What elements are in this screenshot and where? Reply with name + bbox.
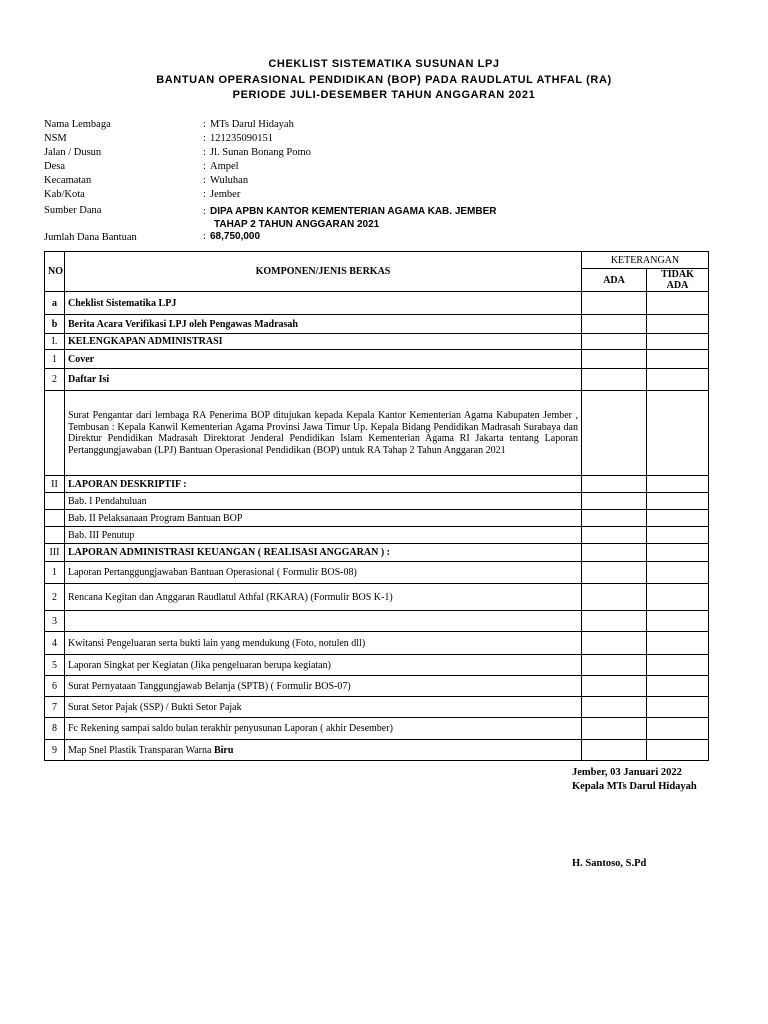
table-row	[45, 562, 709, 584]
info-value: MTs Darul Hidayah	[210, 119, 294, 130]
check-ada[interactable]	[581, 315, 646, 334]
row-number: 6	[45, 676, 65, 697]
header-komponen: KOMPONEN/JENIS BERKAS	[65, 252, 582, 292]
row-text: LAPORAN ADMINISTRASI KEUANGAN ( REALISASI ANGGARAN ) :	[65, 544, 582, 562]
info-label: Jalan / Dusun	[44, 147, 102, 158]
row-text: Daftar Isi	[65, 369, 582, 391]
row-text: Laporan Singkat per Kegiatan (Jika pengeluaran berupa kegiatan)	[65, 655, 582, 676]
table-row	[45, 740, 709, 761]
row-number: 2	[45, 369, 65, 391]
row-number: a	[45, 292, 65, 315]
row-text	[65, 611, 582, 632]
check-tidak-ada[interactable]	[646, 350, 708, 369]
check-tidak-ada[interactable]	[646, 632, 708, 655]
check-ada[interactable]	[581, 697, 646, 718]
row-number: 4	[45, 632, 65, 655]
row-text	[65, 740, 582, 761]
row-text: Surat Setor Pajak (SSP) / Bukti Setor Pajak	[65, 697, 582, 718]
check-tidak-ada[interactable]	[646, 740, 708, 761]
document-subtitle: BANTUAN OPERASIONAL PENDIDIKAN (BOP) PADA RAUDLATUL ATHFAL (RA)	[156, 74, 612, 86]
row-number: 3	[45, 611, 65, 632]
header-ada: ADA	[581, 269, 646, 292]
check-tidak-ada[interactable]	[646, 510, 708, 527]
check-tidak-ada[interactable]	[646, 676, 708, 697]
check-ada[interactable]	[581, 611, 646, 632]
info-value: DIPA APBN KANTOR KEMENTERIAN AGAMA KAB. JEMBER	[210, 206, 497, 217]
check-ada[interactable]	[581, 740, 646, 761]
info-colon: :	[203, 189, 206, 200]
check-tidak-ada[interactable]	[646, 562, 708, 584]
table-header-row	[45, 252, 709, 269]
row-number	[45, 527, 65, 544]
info-colon: :	[203, 206, 206, 217]
info-label: Kecamatan	[44, 175, 92, 186]
row-number	[45, 493, 65, 510]
info-colon: :	[203, 175, 206, 186]
check-tidak-ada[interactable]	[646, 292, 708, 315]
check-ada[interactable]	[581, 476, 646, 493]
row-text: Rencana Kegitan dan Anggaran Raudlatul Athfal (RKARA) (Formulir BOS K-1)	[65, 584, 582, 611]
info-value: Jl. Sunan Bonang Pomo	[210, 147, 311, 158]
row-number: II	[45, 476, 65, 493]
check-tidak-ada[interactable]	[646, 315, 708, 334]
info-value: Jember	[210, 189, 241, 200]
info-label: Nama Lembaga	[44, 119, 111, 130]
check-ada[interactable]	[581, 334, 646, 350]
check-tidak-ada[interactable]	[646, 391, 708, 476]
info-colon: :	[203, 231, 206, 242]
info-label: Desa	[44, 161, 65, 172]
row-number: 1	[45, 350, 65, 369]
info-colon: :	[203, 119, 206, 130]
row-number: b	[45, 315, 65, 334]
check-tidak-ada[interactable]	[646, 334, 708, 350]
checklist-table	[44, 251, 709, 761]
table-row	[45, 655, 709, 676]
signature-place-date: Jember, 03 Januari 2022	[572, 767, 682, 778]
check-ada[interactable]	[581, 544, 646, 562]
row-number	[45, 510, 65, 527]
row-number: 8	[45, 718, 65, 740]
row-text: Bab. I Pendahuluan	[65, 493, 582, 510]
info-label: Jumlah Dana Bantuan	[44, 232, 137, 243]
row-text-main: Map Snel Plastik Transparan Warna	[68, 744, 214, 756]
info-label: NSM	[44, 133, 67, 144]
row-number: 5	[45, 655, 65, 676]
signature-name: H. Santoso, S.Pd	[572, 858, 647, 869]
row-number	[45, 391, 65, 476]
row-number: 9	[45, 740, 65, 761]
table-row	[45, 632, 709, 655]
info-label: Kab/Kota	[44, 189, 85, 200]
table-row	[45, 315, 709, 334]
table-row	[45, 476, 709, 493]
check-ada[interactable]	[581, 527, 646, 544]
row-number: III	[45, 544, 65, 562]
info-value: 121235090151	[210, 133, 273, 144]
info-colon: :	[203, 133, 206, 144]
check-ada[interactable]	[581, 510, 646, 527]
signature-position: Kepala MTs Darul Hidayah	[572, 781, 697, 792]
table-row	[45, 350, 709, 369]
table-row	[45, 391, 709, 476]
check-ada[interactable]	[581, 350, 646, 369]
table-row	[45, 292, 709, 315]
check-tidak-ada[interactable]	[646, 544, 708, 562]
table-row	[45, 676, 709, 697]
check-ada[interactable]	[581, 676, 646, 697]
check-ada[interactable]	[581, 632, 646, 655]
check-tidak-ada[interactable]	[646, 584, 708, 611]
row-number: 2	[45, 584, 65, 611]
document-period: PERIODE JULI-DESEMBER TAHUN ANGGARAN 2021	[232, 89, 536, 101]
header-tidak-ada: TIDAK ADA	[646, 269, 708, 292]
check-ada[interactable]	[581, 718, 646, 740]
check-tidak-ada[interactable]	[646, 369, 708, 391]
row-text: LAPORAN DESKRIPTIF :	[65, 476, 582, 493]
row-number: 7	[45, 697, 65, 718]
info-value: Wuluhan	[210, 175, 249, 186]
check-ada[interactable]	[581, 369, 646, 391]
check-ada[interactable]	[581, 391, 646, 476]
row-text: Cheklist Sistematika LPJ	[65, 292, 582, 315]
header-no: NO	[45, 252, 65, 292]
row-text: Surat Pernyataan Tanggungjawab Belanja (SPTB) ( Formulir BOS-07)	[65, 676, 582, 697]
header-keterangan: KETERANGAN	[581, 252, 708, 269]
table-row	[45, 334, 709, 350]
row-text: KELENGKAPAN ADMINISTRASI	[65, 334, 582, 350]
document-title: CHEKLIST SISTEMATIKA SUSUNAN LPJ	[268, 58, 500, 70]
table-row	[45, 510, 709, 527]
info-label: Sumber Dana	[44, 205, 102, 216]
table-row	[45, 697, 709, 718]
row-text-bold: Biru	[213, 744, 234, 756]
row-text: Bab. II Pelaksanaan Program Bantuan BOP	[65, 510, 582, 527]
info-colon: :	[203, 161, 206, 172]
table-row	[45, 544, 709, 562]
row-text: Fc Rekening sampai saldo bulan terakhir penyusunan Laporan ( akhir Desember)	[65, 718, 582, 740]
row-text: Berita Acara Verifikasi LPJ oleh Pengawas Madrasah	[65, 315, 582, 334]
check-tidak-ada[interactable]	[646, 718, 708, 740]
check-tidak-ada[interactable]	[646, 476, 708, 493]
table-row	[45, 718, 709, 740]
row-number: I.	[45, 334, 65, 350]
table-row	[45, 527, 709, 544]
check-tidak-ada[interactable]	[646, 527, 708, 544]
check-ada[interactable]	[581, 655, 646, 676]
row-text: Laporan Pertanggungjawaban Bantuan Operasional ( Formulir BOS-08)	[65, 562, 582, 584]
check-ada[interactable]	[581, 493, 646, 510]
table-row	[45, 611, 709, 632]
info-colon: :	[203, 147, 206, 158]
check-tidak-ada[interactable]	[646, 697, 708, 718]
row-text: Kwitansi Pengeluaran serta bukti lain yang mendukung (Foto, notulen dll)	[65, 632, 582, 655]
row-number: 1	[45, 562, 65, 584]
table-row	[45, 369, 709, 391]
info-value: 68,750,000	[210, 231, 261, 242]
check-ada[interactable]	[581, 292, 646, 315]
table-row	[45, 493, 709, 510]
check-tidak-ada[interactable]	[646, 611, 708, 632]
check-ada[interactable]	[581, 562, 646, 584]
check-ada[interactable]	[581, 584, 646, 611]
info-value: Ampel	[210, 161, 239, 172]
check-tidak-ada[interactable]	[646, 655, 708, 676]
check-tidak-ada[interactable]	[646, 493, 708, 510]
info-value: TAHAP 2 TAHUN ANGGARAN 2021	[214, 219, 380, 230]
row-text: Bab. III Penutup	[65, 527, 582, 544]
row-text: Surat Pengantar dari lembaga RA Penerima BOP ditujukan kepada Kepala Kantor Kementerian Agama Kabupaten Jember , Tembusan : Kepala Kanwil Kementerian Agama Provinsi Jawa Timur Up. Kepala Bidang Pendidikan Madrasah Surabaya dan Direktur Pendidikan Madrasah Direktorat Jenderal Pendidikan Islam Kementerian Agama RI Jakarta tentang Laporan Pertanggungjawaban (LPJ) Bantuan Operasional Pendidikan (BOP) untuk RA Tahap 2 Tahun Anggaran 2021	[65, 391, 582, 476]
row-text: Cover	[65, 350, 582, 369]
table-row	[45, 584, 709, 611]
